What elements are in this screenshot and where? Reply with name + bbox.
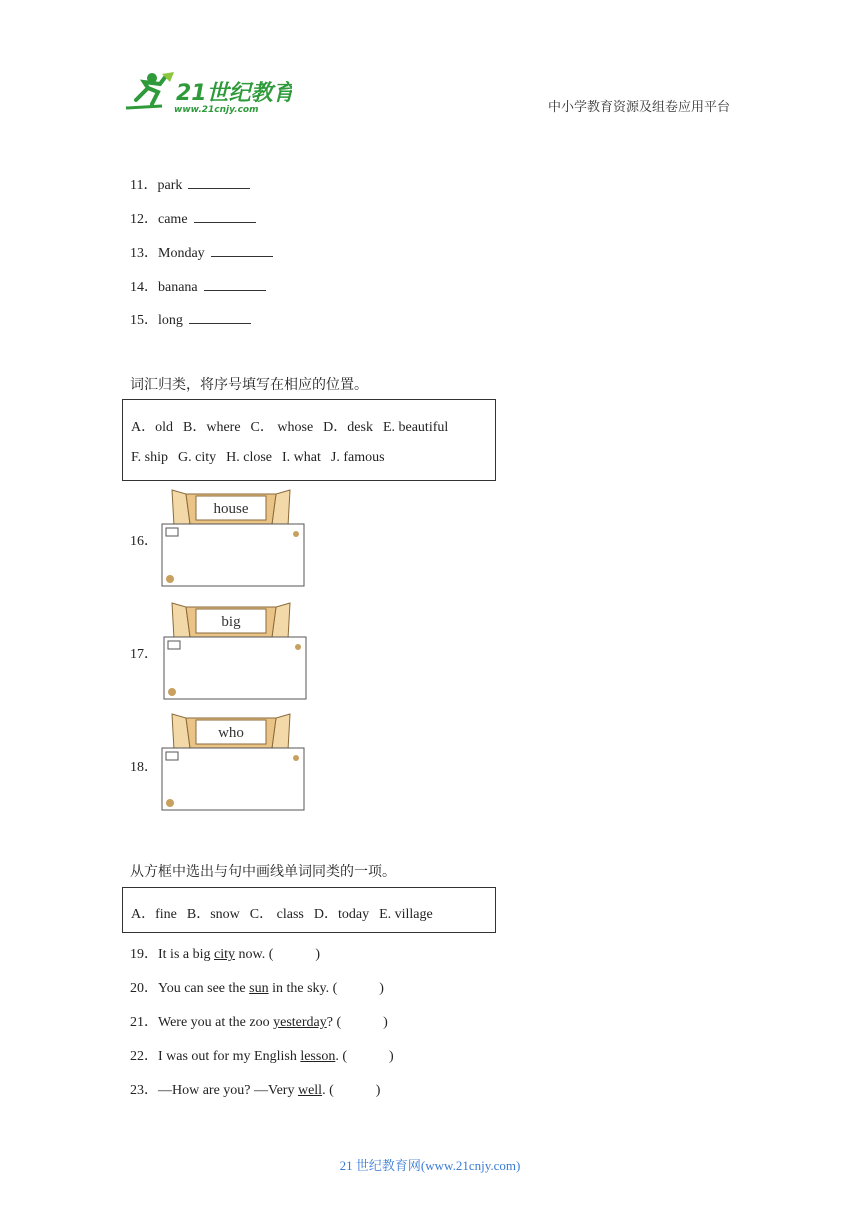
section-title-choose: 从方框中选出与句中画线单词同类的一项。 (130, 864, 396, 880)
question-15: 15．long (130, 309, 251, 329)
question-14: 14．banana (130, 276, 266, 296)
question-17-number: 17． (130, 647, 158, 662)
question-12: 12．came (130, 208, 256, 228)
platform-name: 中小学教育资源及组卷应用平台 (548, 100, 731, 115)
answer-blank[interactable] (188, 176, 250, 189)
svg-text:house: house (213, 501, 249, 517)
question-11: 11．park (130, 174, 250, 194)
svg-text:big: big (221, 614, 241, 630)
footer-link[interactable]: 21 世纪教育网(www.21cnjy.com) (339, 1158, 521, 1173)
house-box-16[interactable] (160, 486, 310, 590)
question-18-number: 18． (130, 760, 158, 775)
house-box-17[interactable] (160, 599, 310, 703)
section-title-classify: 词汇归类，将序号填写在相应的位置。 (130, 377, 368, 393)
question-13: 13．Monday (130, 242, 273, 262)
options-line: A．fine B．snow C． class D．today E. village (131, 907, 433, 922)
svg-text:21世纪教育: 21世纪教育 (176, 81, 292, 106)
answer-paren[interactable]: in the sky. ( ) (268, 981, 384, 996)
question-19: 19．It is a big city now. ( ) (130, 947, 321, 962)
answer-blank[interactable] (211, 244, 273, 257)
footer-source (0, 1155, 860, 1174)
options-box-2 (122, 887, 496, 933)
options-box-1 (122, 399, 496, 481)
answer-paren[interactable]: now. ( ) (235, 947, 321, 962)
svg-text:who: who (218, 725, 244, 741)
question-20: 20．You can see the sun in the sky. ( ) (130, 981, 384, 996)
brand-logo (122, 70, 292, 116)
answer-blank[interactable] (194, 210, 256, 223)
answer-paren[interactable]: . ( ) (322, 1083, 381, 1098)
svg-text:www.21cnjy.com: www.21cnjy.com (174, 105, 259, 115)
question-22: 22．I was out for my English lesson. ( ) (130, 1049, 394, 1064)
question-23: 23．—How are you? —Very well. ( ) (130, 1083, 381, 1098)
question-16-number: 16． (130, 534, 158, 549)
answer-blank[interactable] (189, 311, 251, 324)
options-line-1: A．old B．where C． whose D．desk E. beautiful (131, 420, 449, 435)
answer-blank[interactable] (204, 278, 266, 291)
options-line-2: F. ship G. city H. close I. what J. famous (131, 450, 385, 465)
question-21: 21．Were you at the zoo yesterday? ( ) (130, 1015, 388, 1030)
house-box-18[interactable] (160, 710, 310, 814)
answer-paren[interactable]: . ( ) (335, 1049, 394, 1064)
answer-paren[interactable]: ? ( ) (326, 1015, 388, 1030)
